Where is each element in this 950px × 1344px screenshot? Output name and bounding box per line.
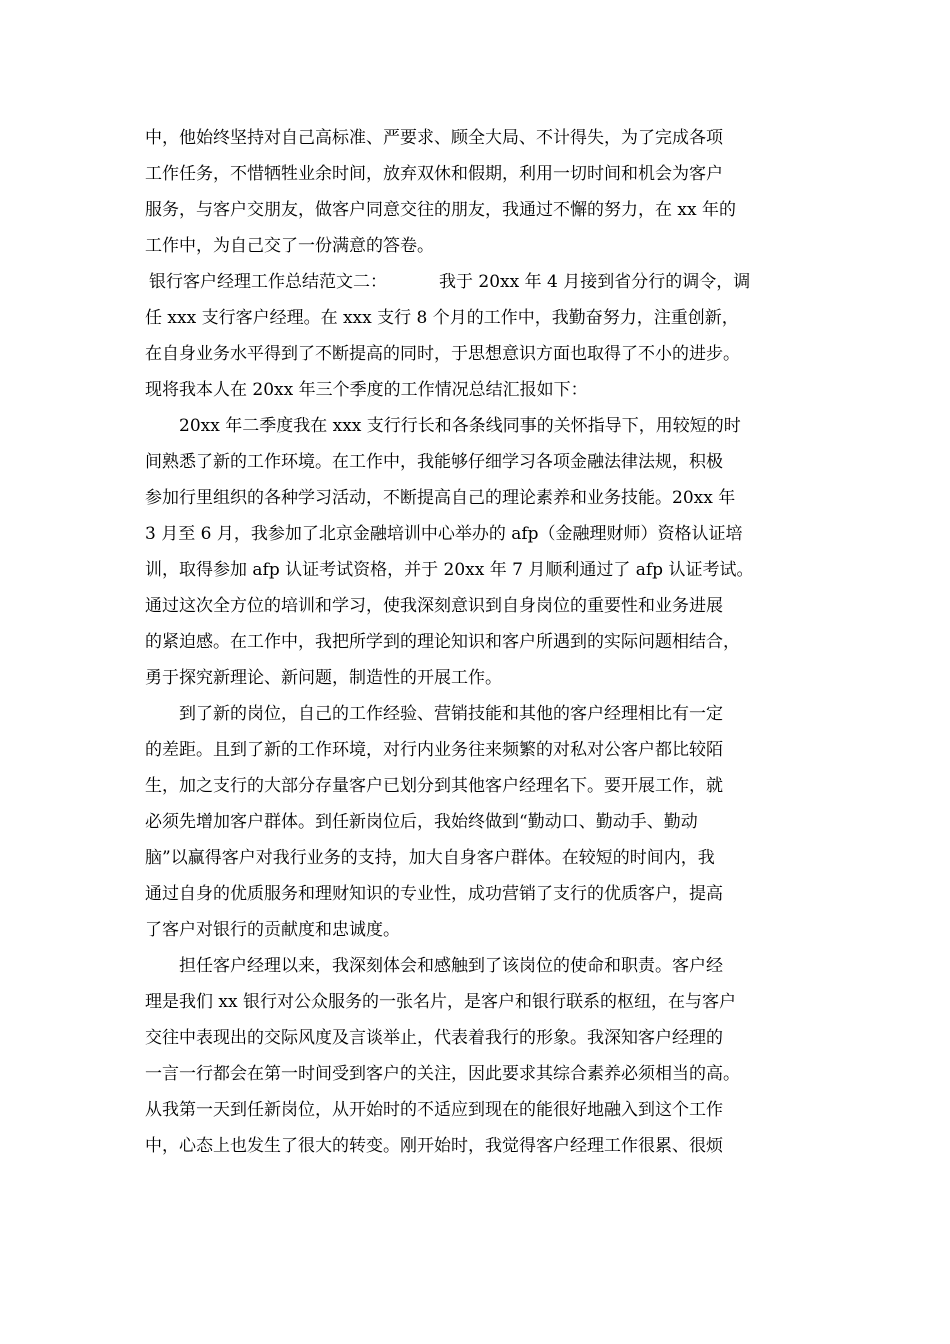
text-line: 在自身业务水平得到了不断提高的同时，于思想意识方面也取得了不小的进步。 [145, 344, 740, 364]
text-line: 中，他始终坚持对自己高标准、严要求、顾全大局、不计得失，为了完成各项 [145, 128, 723, 148]
text-line: 工作任务，不惜牺牲业余时间，放弃双休和假期，利用一切时间和机会为客户 [145, 164, 723, 184]
text-line: 3 月至 6 月，我参加了北京金融培训中心举办的 afp（金融理财师）资格认证培 [145, 524, 743, 544]
paragraph-first-line: 担任客户经理以来，我深刻体会和感触到了该岗位的使命和职责。客户经 [179, 956, 723, 976]
text-line: 间熟悉了新的工作环境。在工作中，我能够仔细学习各项金融法律法规，积极 [145, 452, 723, 472]
text-line: 一言一行都会在第一时间受到客户的关注，因此要求其综合素养必须相当的高。 [145, 1064, 740, 1084]
text-line: 通过这次全方位的培训和学习，使我深刻意识到自身岗位的重要性和业务进展 [145, 596, 723, 616]
section-opening-text: 我于 20xx 年 4 月接到省分行的调令，调 [439, 272, 751, 292]
text-line: 现将我本人在 20xx 年三个季度的工作情况总结汇报如下： [145, 380, 588, 400]
text-line: 中，心态上也发生了很大的转变。刚开始时，我觉得客户经理工作很累、很烦 [145, 1136, 723, 1156]
text-line: 脑”以赢得客户对我行业务的支持，加大自身客户群体。在较短的时间内，我 [145, 848, 715, 868]
text-line: 勇于探究新理论、新问题，制造性的开展工作。 [145, 668, 502, 688]
section-heading-line [145, 264, 815, 300]
text-line: 通过自身的优质服务和理财知识的专业性，成功营销了支行的优质客户，提高 [145, 884, 723, 904]
text-line: 训，取得参加 afp 认证考试资格，并于 20xx 年 7 月顺利通过了 afp 认证考试。 [145, 560, 754, 580]
text-line: 生，加之支行的大部分存量客户已划分到其他客户经理名下。要开展工作，就 [145, 776, 723, 796]
section-heading: 银行客户经理工作总结范文二： [149, 272, 387, 292]
text-line: 了客户对银行的贡献度和忠诚度。 [145, 920, 400, 940]
text-line: 交往中表现出的交际风度及言谈举止，代表着我行的形象。我深知客户经理的 [145, 1028, 723, 1048]
text-line: 从我第一天到任新岗位，从开始时的不适应到现在的能很好地融入到这个工作 [145, 1100, 723, 1120]
text-line: 参加行里组织的各种学习活动，不断提高自己的理论素养和业务技能。20xx 年 [145, 488, 736, 508]
text-line: 工作中，为自己交了一份满意的答卷。 [145, 236, 434, 256]
text-line: 的差距。且到了新的工作环境，对行内业务往来频繁的对私对公客户都比较陌 [145, 740, 723, 760]
text-line: 服务，与客户交朋友，做客户同意交往的朋友，我通过不懈的努力，在 xx 年的 [145, 200, 736, 220]
paragraph-first-line: 20xx 年二季度我在 xxx 支行行长和各条线同事的关怀指导下，用较短的时 [179, 416, 741, 436]
text-line: 必须先增加客户群体。到任新岗位后，我始终做到“勤动口、勤动手、勤动 [145, 812, 698, 832]
paragraph-first-line: 到了新的岗位，自己的工作经验、营销技能和其他的客户经理相比有一定 [179, 704, 723, 724]
document-body [145, 120, 815, 1164]
text-line: 任 xxx 支行客户经理。在 xxx 支行 8 个月的工作中，我勤奋努力，注重创新， [145, 308, 739, 328]
text-line: 理是我们 xx 银行对公众服务的一张名片，是客户和银行联系的枢纽，在与客户 [145, 992, 736, 1012]
text-line: 的紧迫感。在工作中，我把所学到的理论知识和客户所遇到的实际问题相结合， [145, 632, 740, 652]
